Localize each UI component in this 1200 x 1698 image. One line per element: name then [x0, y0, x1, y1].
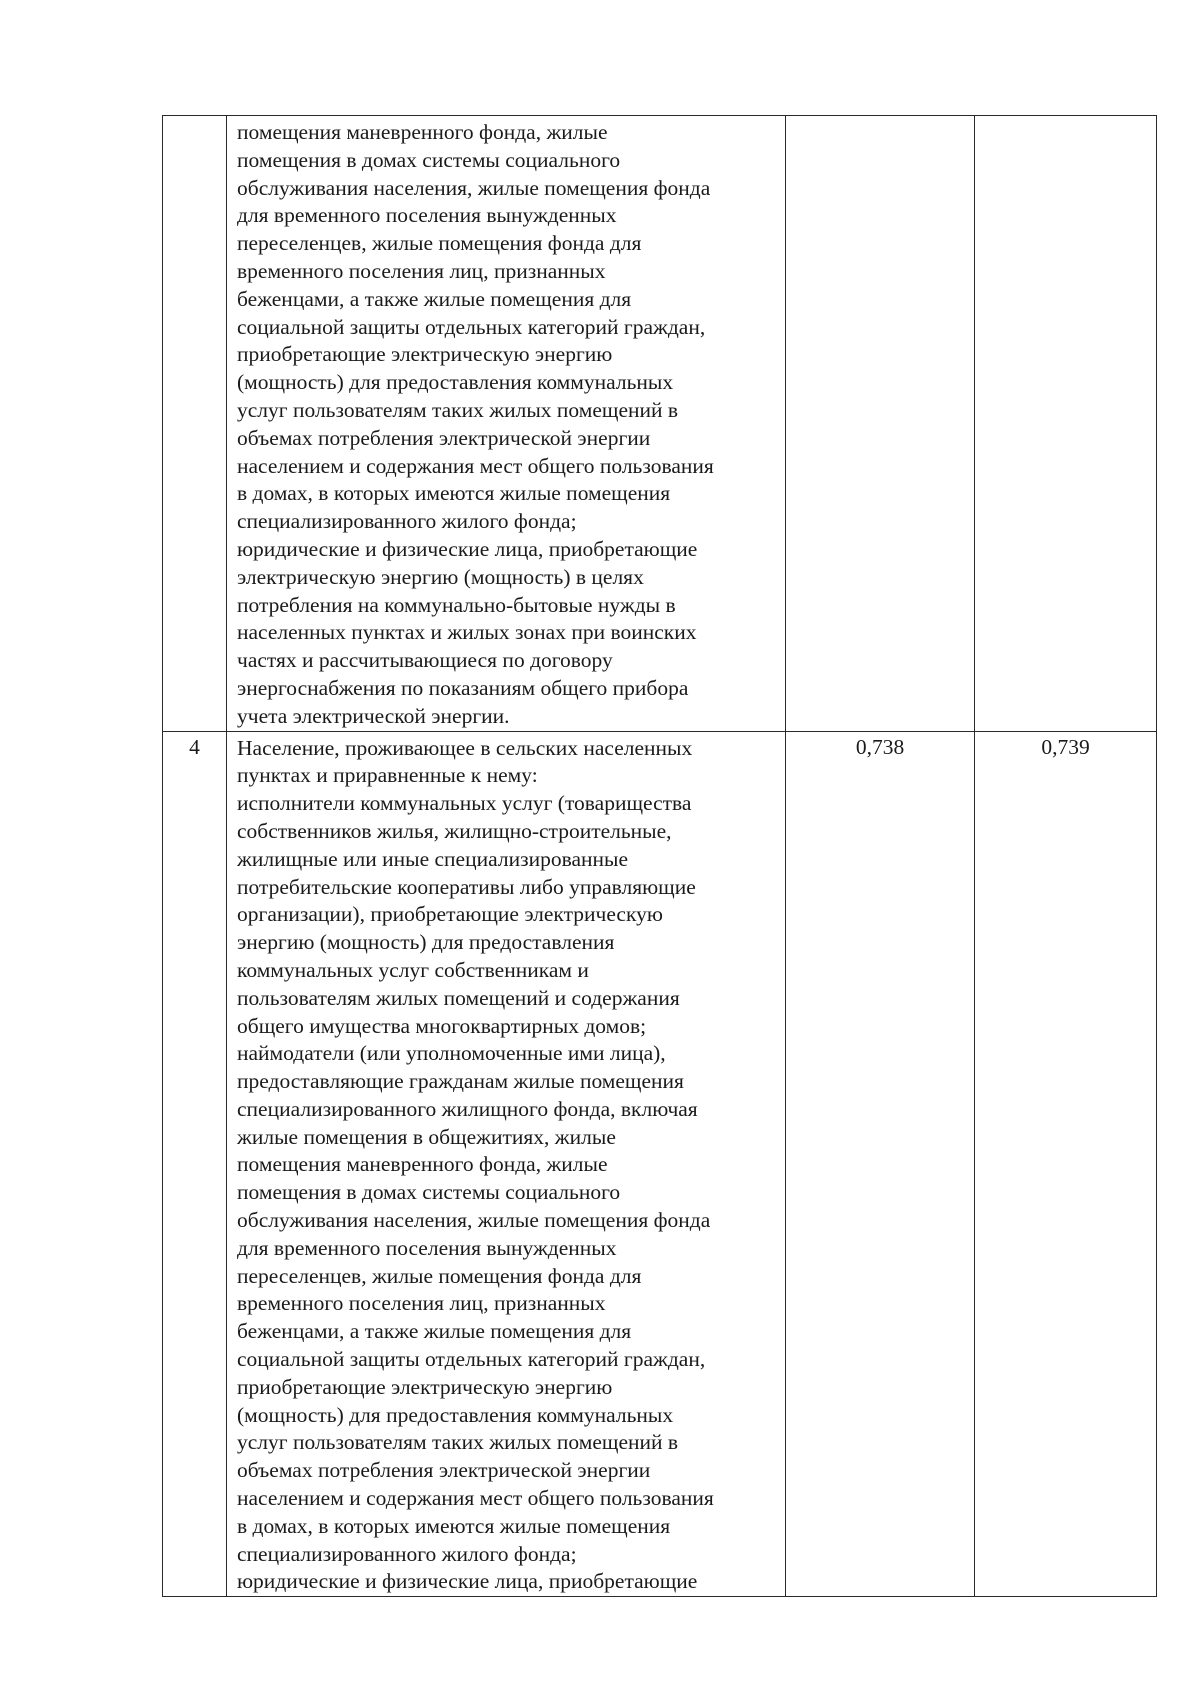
- description-line: помещения маневренного фонда, жилые: [237, 1152, 608, 1177]
- table-row: [163, 731, 1157, 1597]
- description-line: объемах потребления электрической энергии: [237, 1458, 651, 1483]
- description-line: социальной защиты отдельных категорий граждан,: [237, 314, 706, 339]
- row-description: [227, 731, 786, 1597]
- description-line: коммунальных услуг собственникам и: [237, 957, 589, 982]
- description-line: помещения маневренного фонда, жилые: [237, 120, 608, 144]
- tariff-table: [162, 115, 1157, 1597]
- row-value-2: [975, 116, 1157, 732]
- description-line: временного поселения лиц, признанных: [237, 1291, 606, 1316]
- description-line: в домах, в которых имеются жилые помещения: [237, 481, 671, 506]
- description-line: пунктах и приравненные к нему:: [237, 763, 538, 788]
- row-description: [227, 116, 786, 732]
- description-line: переселенцев, жилые помещения фонда для: [237, 1263, 642, 1288]
- table-row: [163, 116, 1157, 732]
- description-line: предоставляющие гражданам жилые помещения: [237, 1069, 684, 1094]
- description-line: помещения в домах системы социального: [237, 147, 621, 172]
- row-value-1: 0,738: [786, 731, 975, 1597]
- description-line: пользователям жилых помещений и содержания: [237, 985, 680, 1010]
- description-line: частях и рассчитывающиеся по договору: [237, 648, 613, 673]
- description-line: энергию (мощность) для предоставления: [237, 930, 615, 955]
- description-line: приобретающие электрическую энергию: [237, 342, 613, 367]
- description-line: энергоснабжения по показаниям общего прибора: [237, 675, 689, 700]
- description-line: (мощность) для предоставления коммунальных: [237, 1402, 674, 1427]
- description-line: переселенцев, жилые помещения фонда для: [237, 231, 642, 256]
- description-line: общего имущества многоквартирных домов;: [237, 1013, 647, 1038]
- description-line: для временного поселения вынужденных: [237, 1235, 617, 1260]
- description-line: населенных пунктах и жилых зонах при воинских: [237, 620, 697, 645]
- description-line: социальной защиты отдельных категорий граждан,: [237, 1347, 706, 1372]
- description-line: организации), приобретающие электрическую: [237, 902, 663, 927]
- description-line: беженцами, а также жилые помещения для: [237, 286, 632, 311]
- description-line: потребления на коммунально-бытовые нужды в: [237, 592, 676, 617]
- row-value-2: 0,739: [975, 731, 1157, 1597]
- description-line: юридические и физические лица, приобретающие: [237, 536, 698, 561]
- description-line: исполнители коммунальных услуг (товарищества: [237, 791, 692, 816]
- description-line: услуг пользователям таких жилых помещений в: [237, 1430, 679, 1455]
- description-line: помещения в домах системы социального: [237, 1180, 621, 1205]
- description-line: приобретающие электрическую энергию: [237, 1374, 613, 1399]
- description-line: в домах, в которых имеются жилые помещения: [237, 1513, 671, 1538]
- description-line: жилые помещения в общежитиях, жилые: [237, 1124, 616, 1149]
- row-number: 4: [163, 731, 227, 1597]
- description-line: обслуживания населения, жилые помещения фонда: [237, 1208, 711, 1233]
- description-line: потребительские кооперативы либо управляющие: [237, 874, 696, 899]
- description-line: беженцами, а также жилые помещения для: [237, 1319, 632, 1344]
- description-line: специализированного жилого фонда;: [237, 1541, 577, 1566]
- description-line: Население, проживающее в сельских населенных: [237, 735, 693, 760]
- description-line: (мощность) для предоставления коммунальных: [237, 370, 674, 395]
- description-line: юридические и физические лица, приобретающие: [237, 1569, 698, 1594]
- description-line: для временного поселения вынужденных: [237, 203, 617, 228]
- description-line: жилищные или иные специализированные: [237, 846, 628, 871]
- description-line: учета электрической энергии.: [237, 703, 510, 728]
- description-line: наймодатели (или уполномоченные ими лица),: [237, 1041, 666, 1066]
- description-line: услуг пользователям таких жилых помещений в: [237, 397, 679, 422]
- row-number: [163, 116, 227, 732]
- description-line: временного поселения лиц, признанных: [237, 258, 606, 283]
- description-line: специализированного жилого фонда;: [237, 509, 577, 534]
- description-line: обслуживания населения, жилые помещения фонда: [237, 175, 711, 200]
- description-line: объемах потребления электрической энергии: [237, 425, 651, 450]
- description-line: населением и содержания мест общего пользования: [237, 453, 714, 478]
- description-line: собственников жилья, жилищно-строительные,: [237, 818, 672, 843]
- description-line: населением и содержания мест общего пользования: [237, 1486, 714, 1511]
- description-line: электрическую энергию (мощность) в целях: [237, 564, 644, 589]
- description-line: специализированного жилищного фонда, включая: [237, 1096, 698, 1121]
- row-value-1: [786, 116, 975, 732]
